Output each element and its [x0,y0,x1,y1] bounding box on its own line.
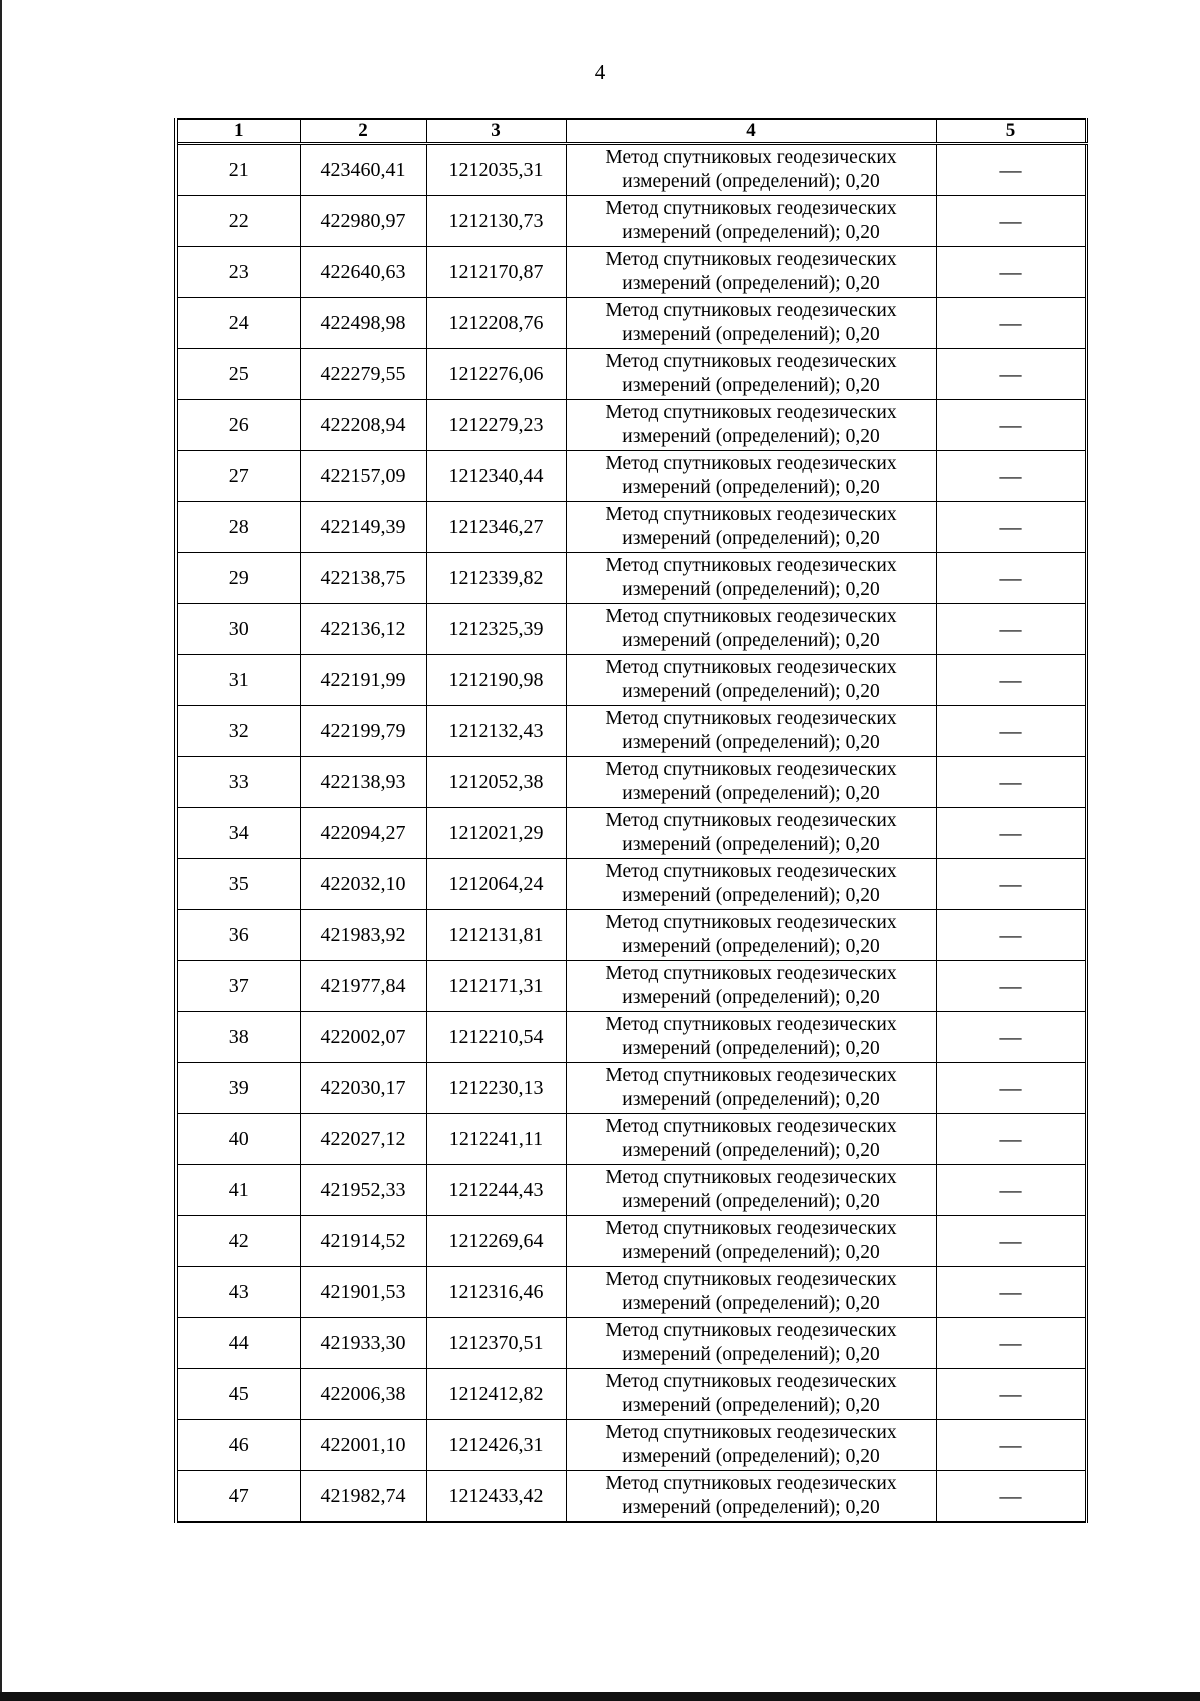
method-accuracy-cell: Метод спутниковых геодезических измерений (определений); 0,20 [566,298,936,349]
x-coordinate-cell: 422136,12 [300,604,426,655]
method-accuracy-cell: Метод спутниковых геодезических измерений (определений); 0,20 [566,1369,936,1420]
column-header-5: 5 [936,119,1086,144]
y-coordinate-cell: 1212269,64 [426,1216,566,1267]
note-cell: — [936,1420,1086,1471]
note-cell: — [936,144,1086,196]
y-coordinate-cell: 1212208,76 [426,298,566,349]
x-coordinate-cell: 422006,38 [300,1369,426,1420]
y-coordinate-cell: 1212210,54 [426,1012,566,1063]
method-accuracy-cell: Метод спутниковых геодезических измерений (определений); 0,20 [566,144,936,196]
x-coordinate-cell: 422149,39 [300,502,426,553]
method-accuracy-cell: Метод спутниковых геодезических измерений (определений); 0,20 [566,808,936,859]
method-accuracy-cell: Метод спутниковых геодезических измерений (определений); 0,20 [566,502,936,553]
note-cell: — [936,1165,1086,1216]
point-number-cell: 26 [176,400,300,451]
coordinates-table [174,118,1088,1523]
y-coordinate-cell: 1212241,11 [426,1114,566,1165]
method-accuracy-cell: Метод спутниковых геодезических измерений (определений); 0,20 [566,1318,936,1369]
point-number-cell: 43 [176,1267,300,1318]
method-accuracy-cell: Метод спутниковых геодезических измерений (определений); 0,20 [566,757,936,808]
method-accuracy-cell: Метод спутниковых геодезических измерений (определений); 0,20 [566,196,936,247]
x-coordinate-cell: 422002,07 [300,1012,426,1063]
column-header-4: 4 [566,119,936,144]
point-number-cell: 40 [176,1114,300,1165]
table-header-row [176,119,1086,144]
x-coordinate-cell: 423460,41 [300,144,426,196]
y-coordinate-cell: 1212035,31 [426,144,566,196]
note-cell: — [936,961,1086,1012]
note-cell: — [936,757,1086,808]
x-coordinate-cell: 421983,92 [300,910,426,961]
x-coordinate-cell: 422640,63 [300,247,426,298]
table-row [176,757,1086,808]
y-coordinate-cell: 1212279,23 [426,400,566,451]
point-number-cell: 32 [176,706,300,757]
x-coordinate-cell: 422094,27 [300,808,426,859]
method-accuracy-cell: Метод спутниковых геодезических измерений (определений); 0,20 [566,1420,936,1471]
method-accuracy-cell: Метод спутниковых геодезических измерений (определений); 0,20 [566,451,936,502]
point-number-cell: 45 [176,1369,300,1420]
table-row [176,144,1086,196]
point-number-cell: 46 [176,1420,300,1471]
point-number-cell: 27 [176,451,300,502]
note-cell: — [936,859,1086,910]
method-accuracy-cell: Метод спутниковых геодезических измерений (определений); 0,20 [566,655,936,706]
table-row [176,910,1086,961]
x-coordinate-cell: 422032,10 [300,859,426,910]
y-coordinate-cell: 1212346,27 [426,502,566,553]
method-accuracy-cell: Метод спутниковых геодезических измерений (определений); 0,20 [566,961,936,1012]
note-cell: — [936,808,1086,859]
column-header-2: 2 [300,119,426,144]
point-number-cell: 30 [176,604,300,655]
point-number-cell: 33 [176,757,300,808]
point-number-cell: 47 [176,1471,300,1523]
y-coordinate-cell: 1212412,82 [426,1369,566,1420]
method-accuracy-cell: Метод спутниковых геодезических измерений (определений); 0,20 [566,400,936,451]
y-coordinate-cell: 1212130,73 [426,196,566,247]
note-cell: — [936,1063,1086,1114]
method-accuracy-cell: Метод спутниковых геодезических измерений (определений); 0,20 [566,1012,936,1063]
scan-bottom-edge [0,1692,1200,1701]
x-coordinate-cell: 422498,98 [300,298,426,349]
y-coordinate-cell: 1212426,31 [426,1420,566,1471]
x-coordinate-cell: 422191,99 [300,655,426,706]
table-row [176,1318,1086,1369]
point-number-cell: 25 [176,349,300,400]
y-coordinate-cell: 1212339,82 [426,553,566,604]
note-cell: — [936,706,1086,757]
point-number-cell: 39 [176,1063,300,1114]
y-coordinate-cell: 1212064,24 [426,859,566,910]
x-coordinate-cell: 421982,74 [300,1471,426,1523]
y-coordinate-cell: 1212244,43 [426,1165,566,1216]
note-cell: — [936,655,1086,706]
table-row [176,706,1086,757]
x-coordinate-cell: 421901,53 [300,1267,426,1318]
y-coordinate-cell: 1212325,39 [426,604,566,655]
note-cell: — [936,502,1086,553]
table-row [176,196,1086,247]
note-cell: — [936,349,1086,400]
y-coordinate-cell: 1212131,81 [426,910,566,961]
table-row [176,400,1086,451]
point-number-cell: 31 [176,655,300,706]
x-coordinate-cell: 421977,84 [300,961,426,1012]
y-coordinate-cell: 1212170,87 [426,247,566,298]
x-coordinate-cell: 421933,30 [300,1318,426,1369]
method-accuracy-cell: Метод спутниковых геодезических измерений (определений); 0,20 [566,706,936,757]
x-coordinate-cell: 422138,93 [300,757,426,808]
point-number-cell: 22 [176,196,300,247]
note-cell: — [936,1369,1086,1420]
point-number-cell: 29 [176,553,300,604]
method-accuracy-cell: Метод спутниковых геодезических измерений (определений); 0,20 [566,1165,936,1216]
table-row [176,859,1086,910]
x-coordinate-cell: 422157,09 [300,451,426,502]
table-row [176,604,1086,655]
point-number-cell: 37 [176,961,300,1012]
table-row [176,1063,1086,1114]
method-accuracy-cell: Метод спутниковых геодезических измерений (определений); 0,20 [566,247,936,298]
x-coordinate-cell: 422279,55 [300,349,426,400]
method-accuracy-cell: Метод спутниковых геодезических измерений (определений); 0,20 [566,1471,936,1523]
note-cell: — [936,196,1086,247]
y-coordinate-cell: 1212190,98 [426,655,566,706]
table-row [176,808,1086,859]
method-accuracy-cell: Метод спутниковых геодезических измерений (определений); 0,20 [566,1063,936,1114]
method-accuracy-cell: Метод спутниковых геодезических измерений (определений); 0,20 [566,604,936,655]
y-coordinate-cell: 1212132,43 [426,706,566,757]
method-accuracy-cell: Метод спутниковых геодезических измерений (определений); 0,20 [566,910,936,961]
page-number: 4 [594,60,606,84]
x-coordinate-cell: 421914,52 [300,1216,426,1267]
x-coordinate-cell: 421952,33 [300,1165,426,1216]
table-row [176,655,1086,706]
point-number-cell: 35 [176,859,300,910]
point-number-cell: 28 [176,502,300,553]
table-row [176,451,1086,502]
x-coordinate-cell: 422030,17 [300,1063,426,1114]
table-row [176,1471,1086,1523]
table-row [176,349,1086,400]
point-number-cell: 21 [176,144,300,196]
point-number-cell: 24 [176,298,300,349]
note-cell: — [936,1267,1086,1318]
point-number-cell: 36 [176,910,300,961]
note-cell: — [936,1471,1086,1523]
method-accuracy-cell: Метод спутниковых геодезических измерений (определений); 0,20 [566,1216,936,1267]
y-coordinate-cell: 1212171,31 [426,961,566,1012]
note-cell: — [936,247,1086,298]
note-cell: — [936,298,1086,349]
x-coordinate-cell: 422980,97 [300,196,426,247]
table-row [176,502,1086,553]
point-number-cell: 23 [176,247,300,298]
x-coordinate-cell: 422138,75 [300,553,426,604]
point-number-cell: 34 [176,808,300,859]
note-cell: — [936,400,1086,451]
table-row [176,1114,1086,1165]
note-cell: — [936,451,1086,502]
y-coordinate-cell: 1212021,29 [426,808,566,859]
note-cell: — [936,1216,1086,1267]
note-cell: — [936,910,1086,961]
table-row [176,1420,1086,1471]
note-cell: — [936,604,1086,655]
y-coordinate-cell: 1212370,51 [426,1318,566,1369]
table-row [176,1369,1086,1420]
x-coordinate-cell: 422199,79 [300,706,426,757]
scan-left-edge [0,0,2,1701]
point-number-cell: 38 [176,1012,300,1063]
table-row [176,1216,1086,1267]
y-coordinate-cell: 1212230,13 [426,1063,566,1114]
table-row [176,247,1086,298]
method-accuracy-cell: Метод спутниковых геодезических измерений (определений); 0,20 [566,349,936,400]
x-coordinate-cell: 422208,94 [300,400,426,451]
table-row [176,961,1086,1012]
note-cell: — [936,1114,1086,1165]
y-coordinate-cell: 1212340,44 [426,451,566,502]
method-accuracy-cell: Метод спутниковых геодезических измерений (определений); 0,20 [566,1267,936,1318]
table-row [176,553,1086,604]
y-coordinate-cell: 1212276,06 [426,349,566,400]
column-header-3: 3 [426,119,566,144]
method-accuracy-cell: Метод спутниковых геодезических измерений (определений); 0,20 [566,859,936,910]
point-number-cell: 41 [176,1165,300,1216]
table-row [176,1165,1086,1216]
y-coordinate-cell: 1212316,46 [426,1267,566,1318]
table-row [176,298,1086,349]
point-number-cell: 44 [176,1318,300,1369]
table-row [176,1012,1086,1063]
column-header-1: 1 [176,119,300,144]
method-accuracy-cell: Метод спутниковых геодезических измерений (определений); 0,20 [566,553,936,604]
y-coordinate-cell: 1212052,38 [426,757,566,808]
point-number-cell: 42 [176,1216,300,1267]
note-cell: — [936,1012,1086,1063]
method-accuracy-cell: Метод спутниковых геодезических измерений (определений); 0,20 [566,1114,936,1165]
y-coordinate-cell: 1212433,42 [426,1471,566,1523]
note-cell: — [936,1318,1086,1369]
table-row [176,1267,1086,1318]
x-coordinate-cell: 422027,12 [300,1114,426,1165]
table-body [176,144,1086,1523]
note-cell: — [936,553,1086,604]
x-coordinate-cell: 422001,10 [300,1420,426,1471]
